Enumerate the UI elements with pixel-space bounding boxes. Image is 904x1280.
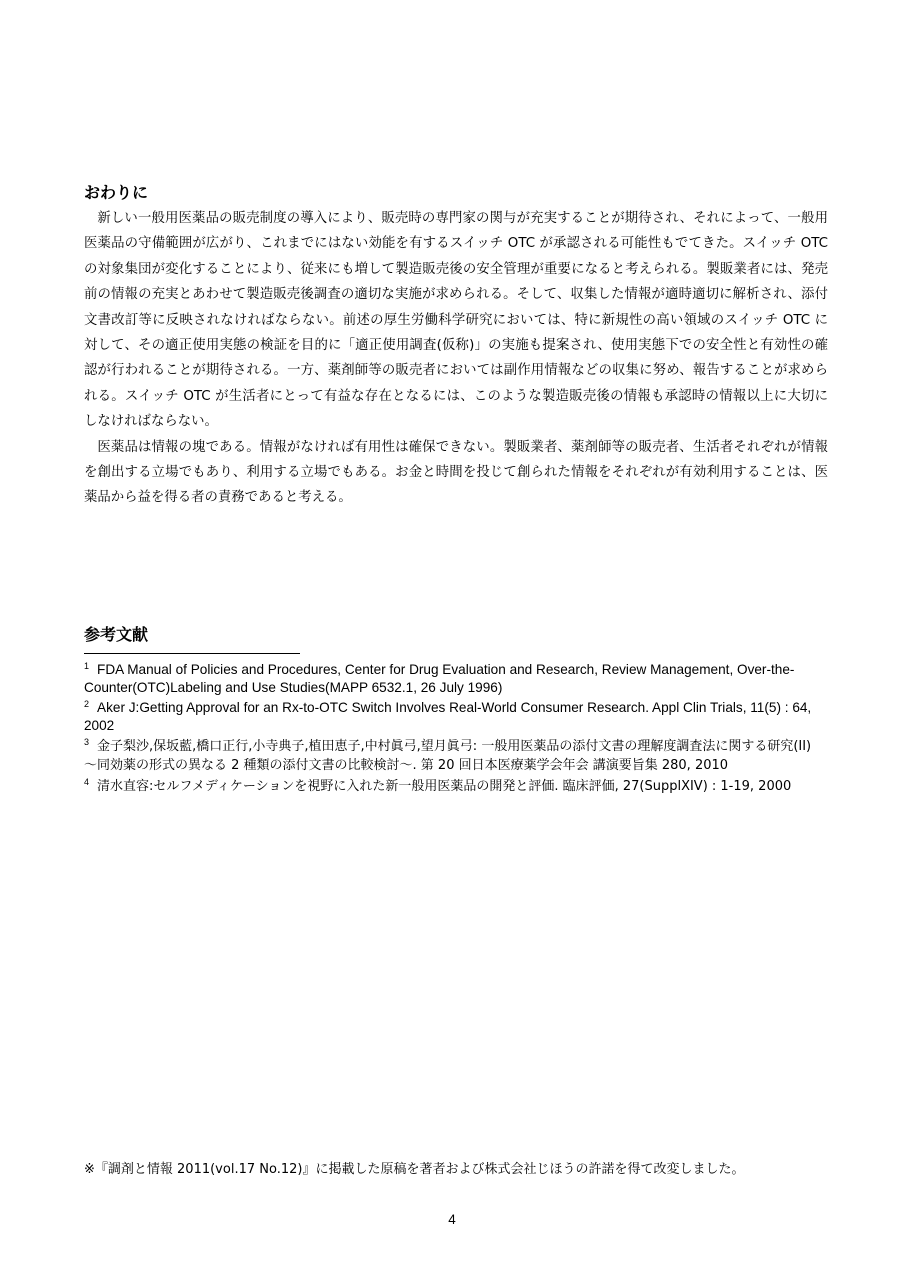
reference-item bbox=[84, 734, 824, 774]
closing-body bbox=[84, 206, 828, 511]
references-heading: 参考文献 bbox=[84, 625, 149, 644]
reference-text: FDA Manual of Policies and Procedures, Center for Drug Evaluation and Research, Review Management, Over-the-Counter(OTC)Labeling and Use Studies(MAPP 6532.1, 26 July 1996) bbox=[84, 662, 795, 695]
closing-paragraph: 新しい一般用医薬品の販売制度の導入により、販売時の専門家の関与が充実することが期待され、それによって、一般用医薬品の守備範囲が広がり、これまでにはない効能を有するスイッチ OTC が承認される可能性もでてきた。スイッチ OTC の対象集団が変化することにより、従来にも増して製造販売後の安全管理が重要になると考えられる。製販業者には、発売前の情報の充実とあわせて製造販売後調査の適切な実施が求められる。そして、収集した情報が適時適切に解析され、添付文書改訂等に反映されなければならない。前述の厚生労働科学研究においては、特に新規性の高い領域のスイッチ OTC に対して、その適正使用実態の検証を目的に「適正使用調査(仮称)」の実施も提案され、使用実態下での安全性と有効性の確認が行われることが期待される。一方、薬剤師等の販売者においては副作用情報などの収集に努め、報告することが求められる。スイッチ OTC が生活者にとって有益な存在となるには、このような製造販売後の情報も承認時の情報以上に大切にしなければならない。 bbox=[84, 211, 828, 430]
footnote-number: 4 bbox=[84, 777, 90, 787]
closing-paragraph: 医薬品は情報の塊である。情報がなければ有用性は確保できない。製販業者、薬剤師等の販売者、生活者それぞれが情報を創出する立場でもあり、利用する立場でもある。お金と時間を投じて創られた情報をそれぞれが有効利用することは、医薬品から益を得る者の責務であると考える。 bbox=[84, 439, 828, 506]
footnote-divider bbox=[84, 653, 300, 654]
page-number: 4 bbox=[448, 1212, 456, 1227]
reference-item bbox=[84, 696, 824, 734]
footnote-number: 2 bbox=[84, 699, 90, 709]
source-note: ※『調剤と情報 2011(vol.17 No.12)』に掲載した原稿を著者および株式会社じほうの許諾を得て改変しました。 bbox=[84, 1162, 745, 1177]
reference-text: 金子梨沙,保坂藍,橋口正行,小寺典子,植田恵子,中村眞弓,望月眞弓: 一般用医薬品の添付文書の理解度調査法に関する研究(II)～同効薬の形式の異なる 2 種類の添付文書の比較検討～. 第 20 回日本医療薬学会年会 講演要旨集 280, 2010 bbox=[84, 739, 812, 773]
reference-item bbox=[84, 658, 824, 696]
footnote-number: 1 bbox=[84, 661, 90, 671]
reference-text: Aker J:Getting Approval for an Rx-to-OTC Switch Involves Real-World Consumer Research. Appl Clin Trials, 11(5) : 64, 2002 bbox=[84, 700, 812, 733]
reference-text: 清水直容:セルフメディケーションを視野に入れた新一般用医薬品の開発と評価. 臨床評価, 27(SupplXIV) : 1-19, 2000 bbox=[97, 779, 792, 794]
footnote-number: 3 bbox=[84, 737, 90, 747]
reference-list bbox=[84, 658, 824, 796]
reference-item bbox=[84, 774, 824, 796]
closing-heading: おわりに bbox=[84, 183, 149, 202]
